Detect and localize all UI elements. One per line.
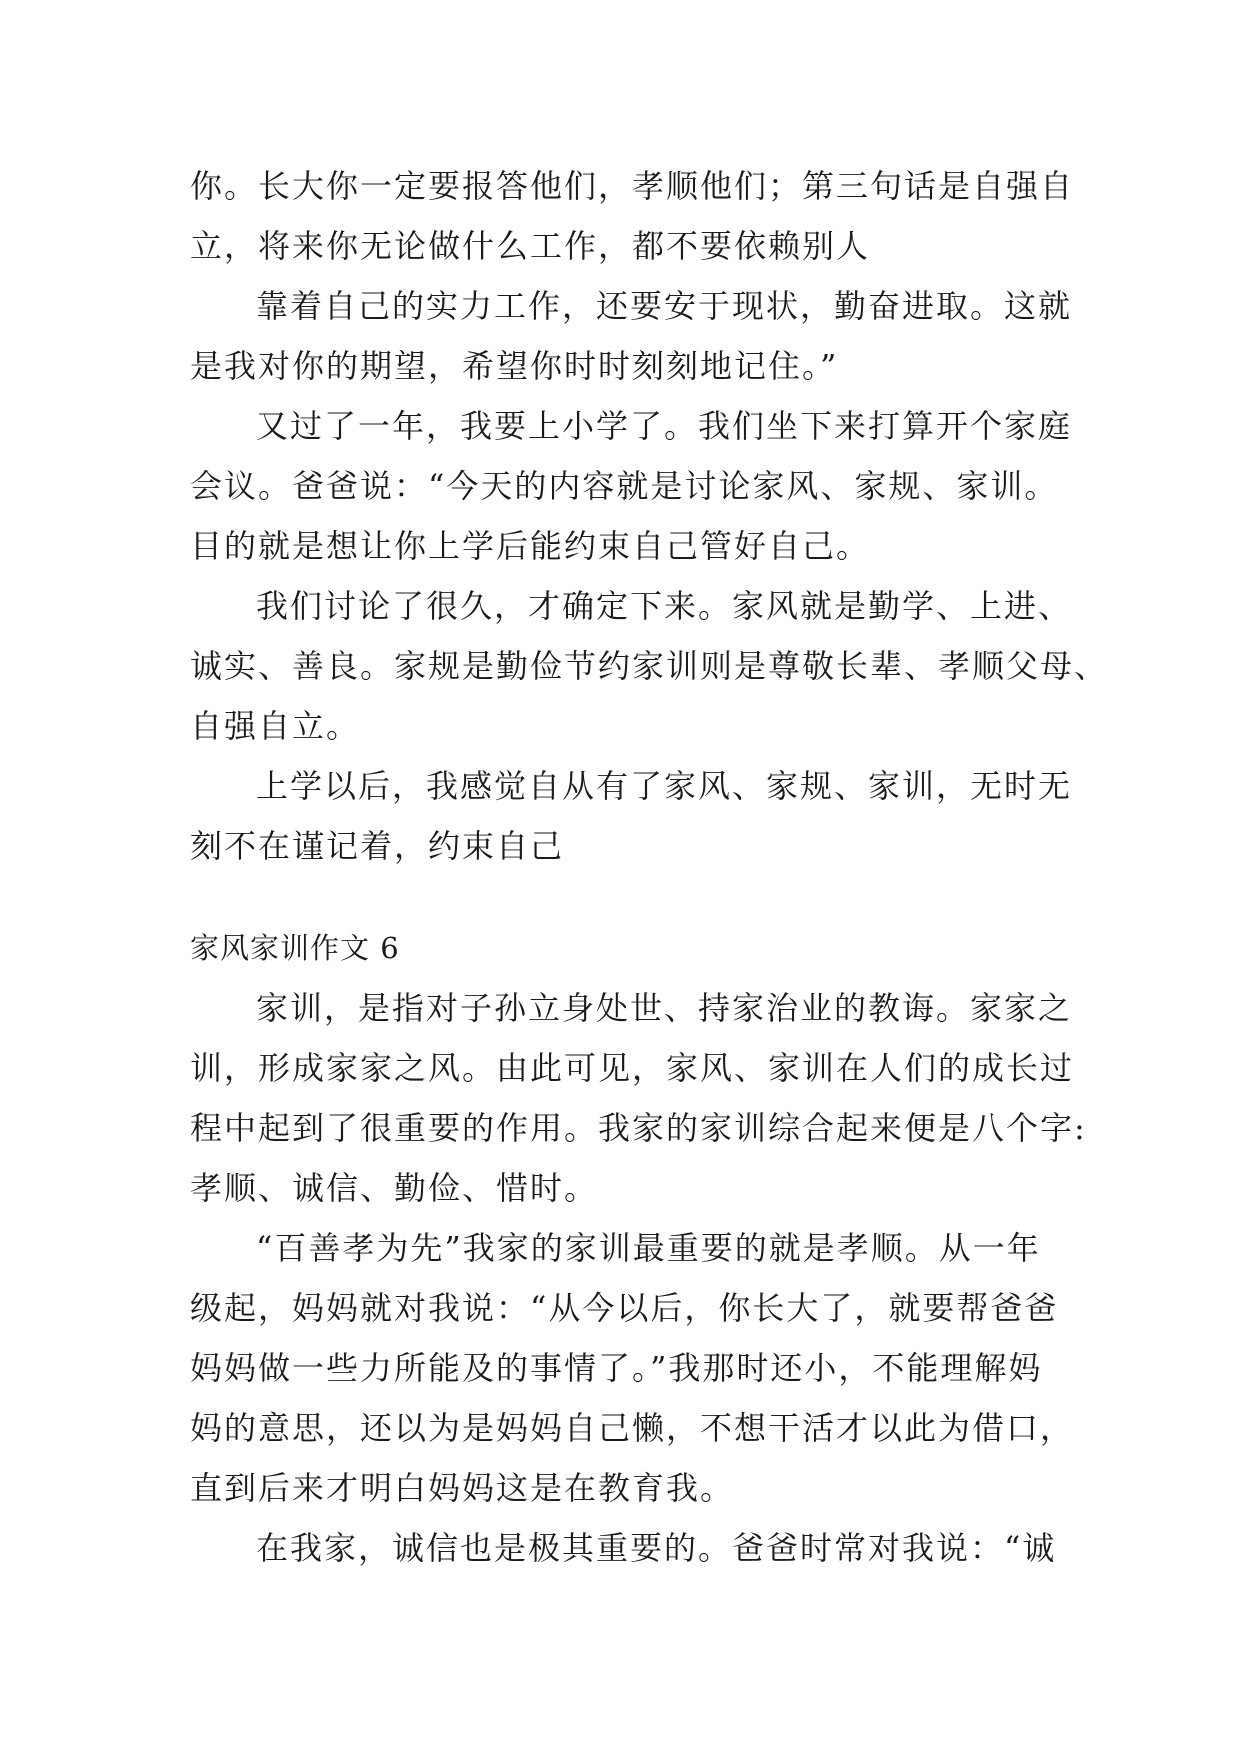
paragraph-line: 级起，妈妈就对我说：“从今以后，你长大了，就要帮爸爸: [190, 1289, 1059, 1327]
paragraph-line: 会议。爸爸说：“今天的内容就是讨论家风、家规、家训。: [190, 467, 1059, 505]
paragraph-line: 目的就是想让你上学后能约束自己管好自己。: [190, 527, 871, 565]
paragraph-line: 立，将来你无论做什么工作，都不要依赖别人: [190, 227, 871, 265]
paragraph-line: 诚实、善良。家规是勤俭节约家训则是尊敬长辈、孝顺父母、: [190, 647, 1109, 685]
paragraph-line: 我们讨论了很久，才确定下来。家风就是勤学、上进、: [256, 587, 1073, 625]
paragraph-line: 妈的意思，还以为是妈妈自己懒，不想干活才以此为借口，: [190, 1409, 1075, 1447]
paragraph-line: 是我对你的期望，希望你时时刻刻地记住。”: [190, 347, 839, 385]
paragraph-line: “百善孝为先”我家的家训最重要的就是孝顺。从一年: [256, 1229, 1041, 1267]
paragraph-line: 家训，是指对子孙立身处世、持家治业的教诲。家家之: [256, 989, 1073, 1027]
paragraph-line: 直到后来才明白妈妈这是在教育我。: [190, 1469, 735, 1507]
paragraph-line: 刻不在谨记着，约束自己: [190, 827, 565, 865]
paragraph-line: 你。长大你一定要报答他们，孝顺他们；第三句话是自强自: [190, 167, 1075, 205]
paragraph-line: 程中起到了很重要的作用。我家的家训综合起来便是八个字:: [190, 1109, 1087, 1147]
paragraph-line: 靠着自己的实力工作，还要安于现状，勤奋进取。这就: [256, 287, 1073, 325]
paragraph-line: 在我家，诚信也是极其重要的。爸爸时常对我说：“诚: [256, 1529, 1057, 1567]
paragraph-line: 妈妈做一些力所能及的事情了。”我那时还小，不能理解妈: [190, 1349, 1043, 1387]
paragraph-line: 自强自立。: [190, 707, 361, 745]
paragraph-line: 训，形成家家之风。由此可见，家风、家训在人们的成长过: [190, 1049, 1075, 1087]
paragraph-line: 孝顺、诚信、勤俭、惜时。: [190, 1169, 599, 1207]
paragraph-line: 上学以后，我感觉自从有了家风、家规、家训，无时无: [256, 767, 1073, 805]
paragraph-line: 又过了一年，我要上小学了。我们坐下来打算开个家庭: [256, 407, 1073, 445]
section-title: 家风家训作文 6: [190, 931, 400, 965]
